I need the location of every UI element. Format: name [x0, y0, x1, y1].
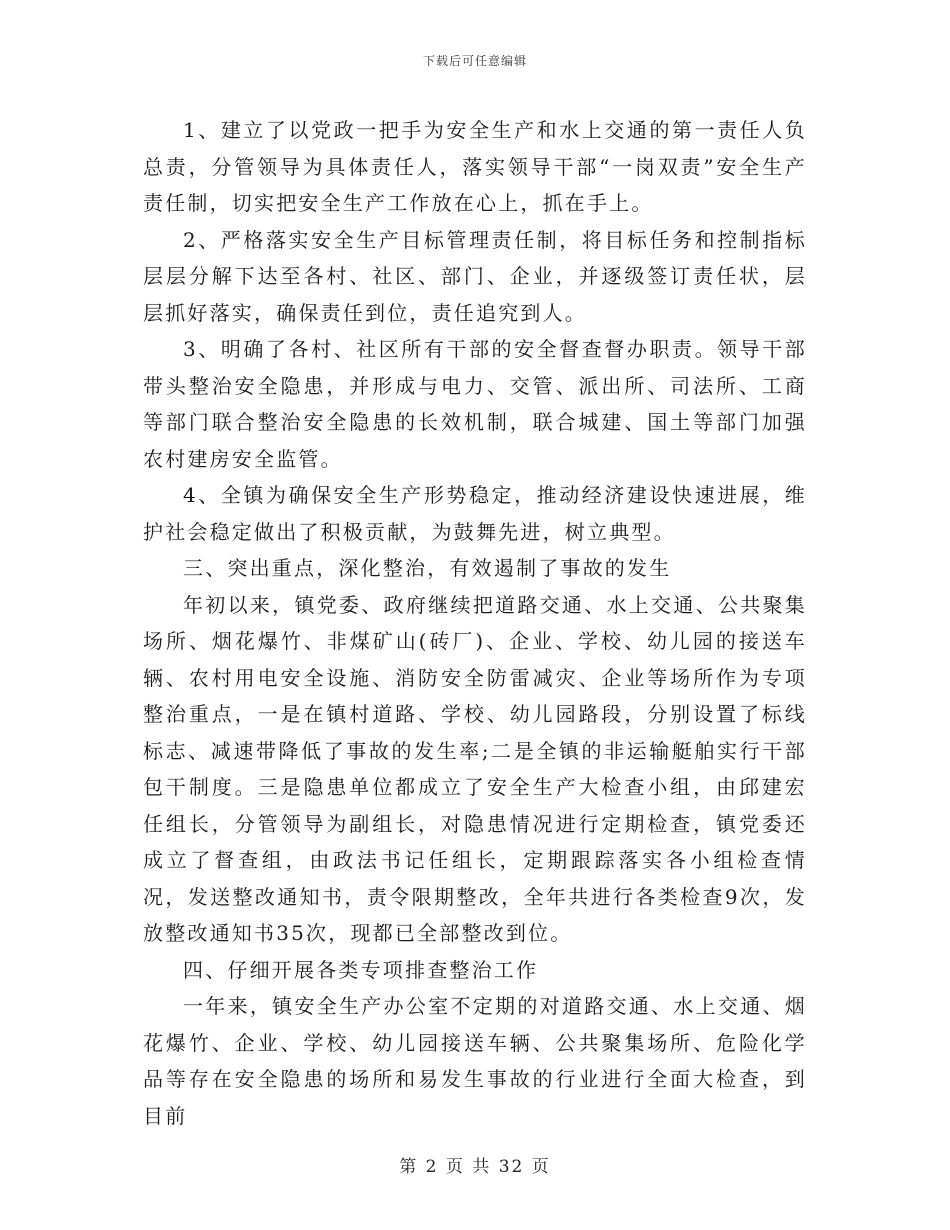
page-header: 下载后可任意编辑 [422, 54, 527, 68]
document-body [143, 112, 807, 1134]
paragraph-1: 1、建立了以党政一把手为安全生产和水上交通的第一责任人负总责，分管领导为具体责任人，落实领导干部“一岗双责”安全生产责任制，切实把安全生产工作放在心上，抓在手上。 [143, 118, 807, 215]
paragraph-3: 3、明确了各村、社区所有干部的安全督查督办职责。领导干部带头整治安全隐患，并形成与电力、交管、派出所、司法所、工商等部门联合整治安全隐患的长效机制，联合城建、国土等部门加强农村建房安全监管。 [143, 337, 807, 471]
section-heading-3: 三、突出重点，深化整治，有效遏制了事故的发生 [183, 556, 672, 580]
paragraph-5: 年初以来，镇党委、政府继续把道路交通、水上交通、公共聚集场所、烟花爆竹、非煤矿山(砖厂)、企业、学校、幼儿园的接送车辆、农村用电安全设施、消防安全防雷减灾、企业等场所作为专项整治重点，一是在镇村道路、学校、幼儿园路段，分别设置了标线标志、减速带降低了事故的发生率;二是全镇的非运输艇舶实行干部包干制度。三是隐患单位都成立了安全生产大检查小组，由邱建宏任组长，分管领导为副组长，对隐患情况进行定期检查，镇党委还成立了督查组，由政法书记任组长，定期跟踪落实各小组检查情况，发送整改通知书，责令限期整改，全年共进行各类检查9次，发放整改通知书35次，现都已全部整改到位。 [143, 592, 807, 945]
page-footer: 第 2 页 共 32 页 [399, 1157, 551, 1177]
paragraph-4: 4、全镇为确保安全生产形势稳定，推动经济建设快速进展，维护社会稳定做出了积极贡献，为鼓舞先进，树立典型。 [143, 483, 807, 544]
paragraph-6: 一年来，镇安全生产办公室不定期的对道路交通、水上交通、烟花爆竹、企业、学校、幼儿园接送车辆、公共聚集场所、危险化学品等存在安全隐患的场所和易发生事故的行业进行全面大检查，到目前 [143, 994, 807, 1128]
paragraph-2: 2、严格落实安全生产目标管理责任制，将目标任务和控制指标层层分解下达至各村、社区、部门、企业，并逐级签订责任状，层层抓好落实，确保责任到位，责任追究到人。 [143, 227, 807, 325]
section-heading-4: 四、仔细开展各类专项排查整治工作 [183, 957, 539, 982]
